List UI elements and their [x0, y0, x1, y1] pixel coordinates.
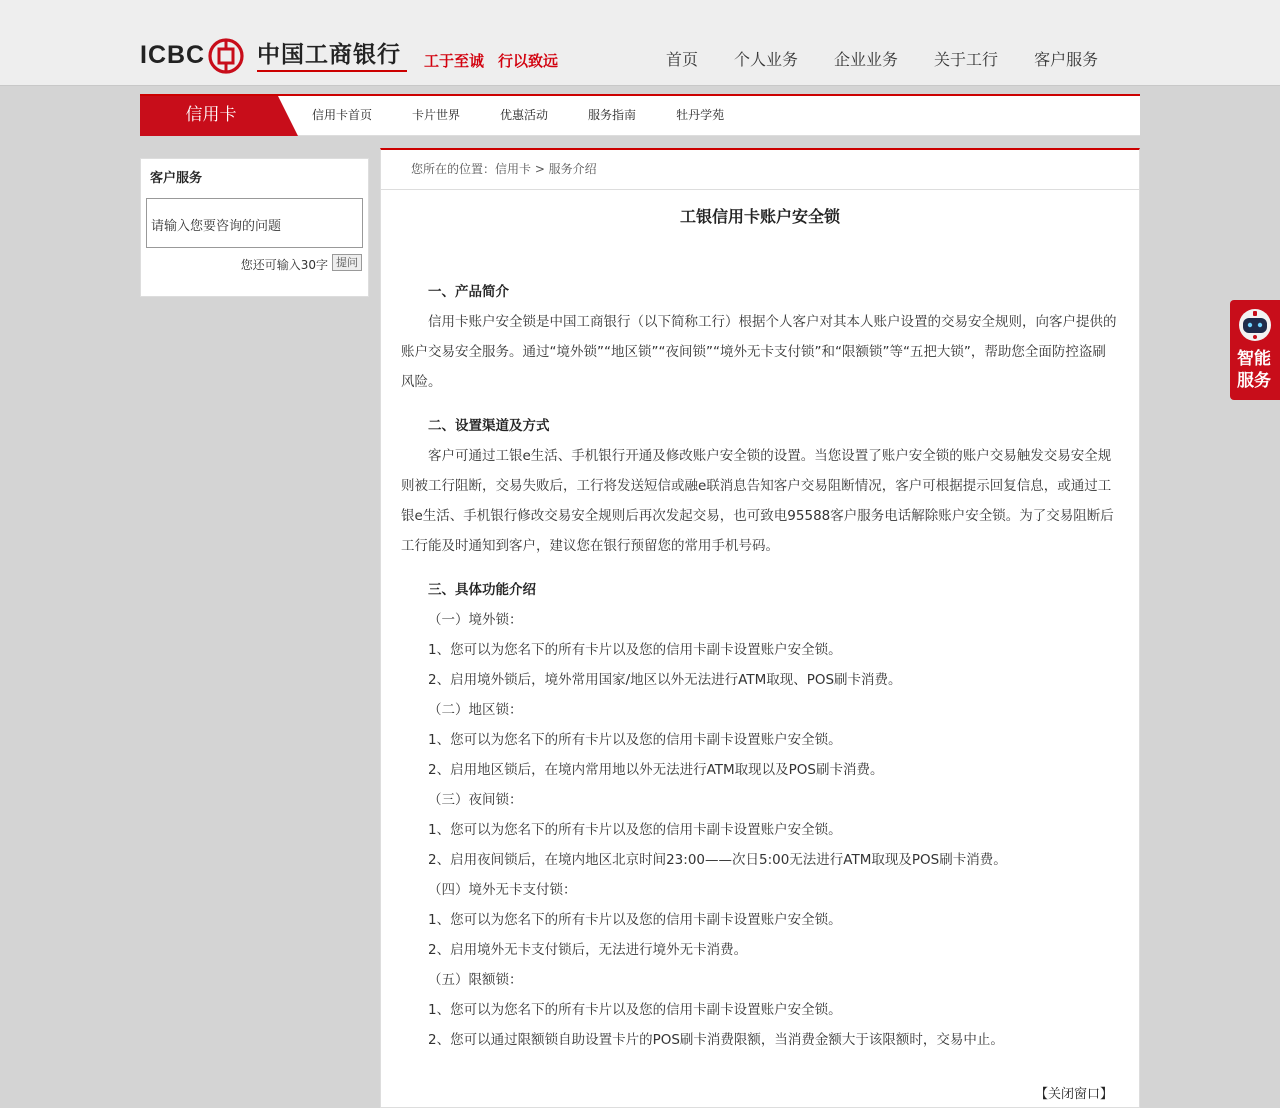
list-item: 1、您可以为您名下的所有卡片以及您的信用卡副卡设置账户安全锁。	[428, 732, 842, 748]
section-heading: 三、具体功能介绍	[428, 582, 536, 598]
list-item: 1、您可以为您名下的所有卡片以及您的信用卡副卡设置账户安全锁。	[428, 642, 842, 658]
question-input[interactable]: 请输入您要咨询的问题	[146, 198, 363, 248]
section-heading: 二、设置渠道及方式	[428, 418, 550, 434]
subnav-brand-label: 信用卡	[185, 105, 237, 125]
list-item: 2、启用地区锁后，在境内常用地以外无法进行ATM取现以及POS刷卡消费。	[428, 762, 884, 778]
smart-service-label-line2: 服务	[1237, 371, 1271, 391]
robot-icon	[1236, 308, 1274, 344]
list-item: 1、您可以为您名下的所有卡片以及您的信用卡副卡设置账户安全锁。	[428, 822, 842, 838]
list-item: （一）境外锁：	[428, 612, 523, 628]
list-item: （四）境外无卡支付锁：	[428, 882, 577, 898]
subnav-item-card-world[interactable]: 卡片世界	[412, 108, 461, 122]
icbc-logo-icon[interactable]	[208, 38, 244, 74]
section-heading: 一、产品简介	[428, 284, 509, 300]
nav-customer-service[interactable]: 客户服务	[1034, 50, 1099, 69]
section-paragraph: 信用卡账户安全锁是中国工商银行（以下简称工行）根据个人客户对其本人账户设置的交易安全规则，向客户提供的账户交易安全服务。通过“境外锁”“地区锁”“夜间锁”“境外无卡支付锁”和“限额锁”等“五把大锁”，帮助您全面防控盗刷风险。	[401, 314, 1117, 390]
remaining-chars: 您还可输入30字	[240, 258, 328, 272]
section-paragraph: 客户可通过工银e生活、手机银行开通及修改账户安全锁的设置。当您设置了账户安全锁的账户交易触发交易安全规则被工行阻断，交易失败后，工行将发送短信或融e联消息告知客户交易阻断情况，客户可根据提示回复信息，或通过工银e生活、手机银行修改交易安全规则后再次发起交易，也可致电95588客户服务电话解除账户安全锁。为了交易阻断后工行能及时通知到客户，建议您在银行预留您的常用手机号码。	[401, 448, 1114, 554]
top-navigation	[648, 48, 1116, 72]
icbc-logo-text[interactable]: ICBC	[140, 41, 206, 69]
article-body	[401, 277, 1119, 1055]
slogan	[424, 50, 572, 72]
list-item: 2、启用夜间锁后，在境内地区北京时间23:00——次日5:00无法进行ATM取现及POS刷卡消费。	[428, 852, 1007, 868]
nav-personal[interactable]: 个人业务	[734, 50, 799, 69]
breadcrumb: 您所在的位置：信用卡 > 服务介绍	[381, 150, 1139, 190]
list-item: （二）地区锁：	[428, 702, 523, 718]
nav-corporate[interactable]: 企业业务	[834, 50, 899, 69]
list-item: （三）夜间锁：	[428, 792, 523, 808]
subnav-item-peony-academy[interactable]: 牡丹学苑	[676, 108, 725, 122]
panel-title: 客户服务	[150, 171, 203, 186]
top-header	[0, 0, 1280, 86]
icbc-logo-chinese[interactable]: 中国工商银行	[257, 42, 401, 68]
smart-service-label	[1230, 348, 1278, 392]
slogan-part-1: 工于至诚	[424, 52, 485, 70]
subnav-item-promotions[interactable]: 优惠活动	[500, 108, 549, 122]
nav-home[interactable]: 首页	[666, 50, 699, 69]
nav-about[interactable]: 关于工行	[934, 50, 999, 69]
subnav-items	[312, 96, 764, 134]
customer-service-panel	[140, 158, 369, 297]
slogan-part-2: 行以致远	[498, 52, 559, 70]
list-item: （五）限额锁：	[428, 972, 523, 988]
list-item: 1、您可以为您名下的所有卡片以及您的信用卡副卡设置账户安全锁。	[428, 912, 842, 928]
subnav-item-service-guide[interactable]: 服务指南	[588, 108, 637, 122]
page-title: 工银信用卡账户安全锁	[679, 207, 840, 226]
ask-button[interactable]: 提问	[332, 254, 362, 271]
close-window-link[interactable]: 【关闭窗口】	[1034, 1087, 1113, 1102]
list-item: 2、启用境外无卡支付锁后，无法进行境外无卡消费。	[428, 942, 748, 958]
list-item: 1、您可以为您名下的所有卡片以及您的信用卡副卡设置账户安全锁。	[428, 1002, 842, 1018]
list-item: 2、启用境外锁后，境外常用国家/地区以外无法进行ATM取现、POS刷卡消费。	[428, 672, 902, 688]
logo-underline	[257, 70, 407, 72]
subnav-item-card-home[interactable]: 信用卡首页	[312, 108, 373, 122]
main-content	[380, 148, 1140, 1108]
list-item: 2、您可以通过限额锁自助设置卡片的POS刷卡消费限额，当消费金额大于该限额时，交易中止。	[428, 1032, 1004, 1048]
credit-card-subnav	[140, 94, 1140, 136]
subnav-brand-tab[interactable]	[140, 96, 298, 136]
smart-service-widget[interactable]	[1230, 300, 1280, 400]
smart-service-label-line1: 智能	[1237, 349, 1271, 369]
